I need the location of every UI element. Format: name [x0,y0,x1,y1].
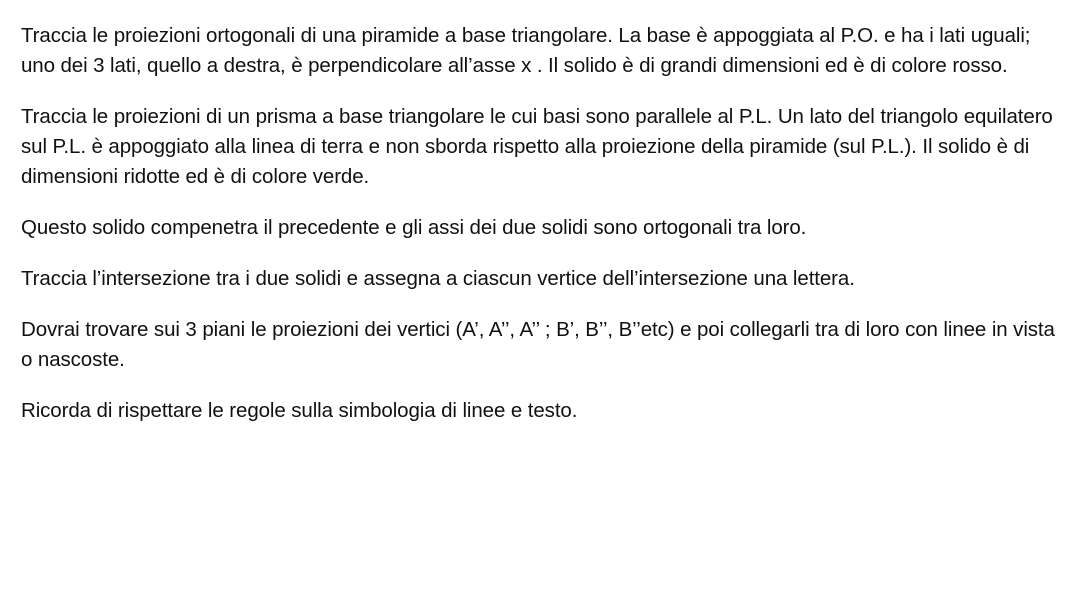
paragraph-interpenetration: Questo solido compenetra il precedente e gli assi dei due solidi sono ortogonali tra loro. [21,216,807,239]
paragraph-intersection: Traccia l’intersezione tra i due solidi e assegna a ciascun vertice dell’intersezione una lettera. [21,267,855,290]
paragraph-reminder: Ricorda di rispettare le regole sulla simbologia di linee e testo. [21,399,578,422]
paragraph-pyramid-instructions: Traccia le proiezioni ortogonali di una piramide a base triangolare. La base è appoggiata al P.O. e ha i lati uguali; uno dei 3 lati, quello a destra, è perpendicolare all’asse x . Il solido è di grandi dimensioni ed è di colore rosso. [21,24,1031,77]
paragraph-prism-instructions: Traccia le proiezioni di un prisma a base triangolare le cui basi sono parallele al P.L. Un lato del triangolo equilatero sul P.L. è appoggiato alla linea di terra e non sborda rispetto alla proiezione della piramide (sul P.L.). Il solido è di dimensioni ridotte ed è di colore verde. [21,105,1053,188]
paragraph-vertex-projections: Dovrai trovare sui 3 piani le proiezioni dei vertici (A’, A’’, A’’ ; B’, B’’, B’’etc) e poi collegarli tra di loro con linee in vista o nascoste. [21,318,1055,371]
